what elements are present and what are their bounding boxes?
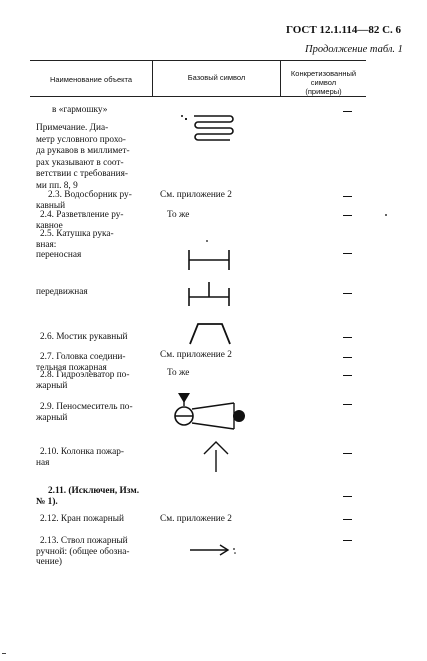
row-2-8-line: жарный	[36, 380, 68, 391]
row-2-10-line: 2.10. Колонка пожар-	[40, 447, 124, 457]
dash	[343, 496, 352, 497]
speck	[2, 653, 6, 654]
table-top-rule	[30, 60, 366, 61]
row-2-11	[36, 486, 139, 507]
dash	[343, 196, 352, 197]
portable-reel-icon	[185, 240, 235, 274]
row-2-7-line: тельная пожарная	[36, 362, 107, 373]
note-line: метр условного прохо-	[36, 134, 126, 145]
dash	[343, 253, 352, 254]
col-concrete-symbol-line1: Конкретизованный символ	[290, 69, 357, 87]
row-2-13-line: 2.13. Ствол пожарный	[40, 536, 128, 546]
row-2-7-line: 2.7. Головка соедини-	[40, 352, 126, 362]
table-header-rule	[30, 96, 366, 97]
hose-accordion-icon	[180, 112, 240, 148]
dash	[343, 404, 352, 405]
dash	[343, 519, 352, 520]
note-line: Примечание. Диа-	[36, 123, 109, 133]
note-line: ми пп. 8, 9	[36, 180, 78, 191]
dash	[343, 375, 352, 376]
row-2-9-line: жарный	[36, 412, 68, 423]
dash	[343, 540, 352, 541]
speck	[185, 118, 187, 120]
hose-bridge-icon	[186, 318, 236, 346]
row-2-4-base: То же	[167, 210, 190, 220]
standard-header: ГОСТ 12.1.114—82 С. 6	[286, 24, 402, 36]
dash	[343, 337, 352, 338]
mobile-reel-icon	[185, 280, 235, 308]
row-2-13	[36, 536, 129, 568]
dot-mark	[385, 214, 387, 216]
note-line: ветствии с требования-	[36, 169, 128, 179]
row-2-8-line: 2.8. Гидроэлеватор по-	[40, 370, 130, 380]
dash	[343, 215, 352, 216]
col-object-name: Наименование объекта	[49, 75, 133, 84]
dash	[343, 453, 352, 454]
col-concrete-symbol	[281, 69, 366, 96]
row-2-3-line: 2.3. Водосборник ру-	[48, 190, 132, 200]
row-2-3-line: кавный	[36, 200, 66, 211]
hydrant-column-icon	[200, 436, 240, 474]
row-2-12-base: См. приложение 2	[160, 514, 232, 524]
row-2-3	[36, 190, 132, 211]
col-concrete-symbol-line2: (примеры)	[305, 87, 342, 96]
row-2-13-line: ручной: (общее обозна-	[36, 546, 130, 557]
hand-nozzle-icon	[188, 543, 240, 557]
dash	[343, 293, 352, 294]
row-2-9-line: 2.9. Пеносмеситель по-	[40, 402, 133, 412]
row-2-5-line: вная:	[36, 239, 57, 250]
row-2-13-line: чение)	[36, 557, 62, 567]
row-2-5b: передвижная	[36, 287, 88, 297]
row-2-8-base: То же	[167, 368, 190, 378]
row-2-9	[36, 402, 133, 423]
row-2-12: 2.12. Кран пожарный	[40, 514, 124, 524]
dash	[343, 357, 352, 358]
foam-mixer-icon	[172, 392, 252, 432]
dash	[343, 111, 352, 112]
note-block	[36, 123, 130, 192]
row-2-4-line: кавное	[36, 220, 63, 231]
row-2-10-line: ная	[36, 457, 50, 468]
row-2-4-line: 2.4. Разветвление ру-	[40, 210, 124, 220]
row-2-5	[36, 229, 114, 250]
note-line: да рукавов в миллимет-	[36, 146, 130, 156]
row-2-7-base: См. приложение 2	[160, 350, 232, 360]
row-2-8	[36, 370, 129, 391]
row-2-5a: переносная	[36, 250, 82, 260]
row-2-3-base: См. приложение 2	[160, 190, 232, 200]
col-base-symbol: Базовый символ	[187, 73, 246, 82]
row-2-6: 2.6. Мостик рукавный	[40, 332, 128, 342]
note-line: рах указывают в соот-	[36, 157, 124, 168]
row-2-11-line: № 1).	[36, 496, 58, 507]
row-2-11-line: 2.11. (Исключен, Изм.	[48, 486, 140, 496]
row-2-4	[36, 210, 123, 231]
row-2-5-line: 2.5. Катушка рука-	[40, 229, 114, 239]
row-2-10	[36, 447, 124, 468]
row-garmoshka: в «гармошку»	[52, 105, 108, 115]
continuation-label: Продолжение табл. 1	[305, 44, 403, 55]
